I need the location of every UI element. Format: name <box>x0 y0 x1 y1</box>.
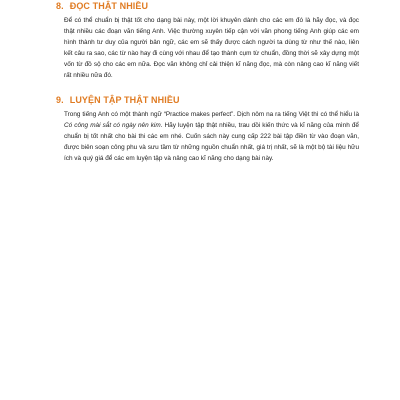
section-read-a-lot <box>56 1 359 81</box>
section-paragraph: Để có thể chuẩn bị thật tốt cho dạng bài này, một lời khuyên dành cho các em đó là hãy đọc, và đọc thật nhiều các đoạn văn tiếng Anh. Việc thường xuyên tiếp cận với văn phong tiếng Anh giúp các em hình thành tư duy của người bản ngữ, các em sẽ thấy được cách người ta dùng từ như thế nào, liên kết câu ra sao, các từ nào hay đi cùng với nhau để tạo thành cụm từ chuẩn, đồng thời sẽ xây dựng một vốn từ đồ sộ cho các em nữa. Đọc văn không chỉ cải thiện kĩ năng đọc, mà còn nâng cao kĩ năng viết rất nhiều nữa đó. <box>64 17 359 79</box>
section-number: 8. <box>56 1 64 11</box>
section-heading <box>56 1 359 12</box>
section-paragraph <box>64 110 359 165</box>
section-title: LUYỆN TẬP THẬT NHIỀU <box>69 95 180 105</box>
idiom-emphasis: Có công mài sắt có ngày nên kim <box>64 121 161 129</box>
paragraph-text: . Hãy luyện tập thật nhiều, trau dồi kiến thức và kĩ năng của mình để chuẩn bị tốt nhất cho bài thi các em nhé. Cuốn sách này cung cấp 222 bài tập điền từ vào đoạn văn, được biên soạn công phu và sưu tầm từ những nguồn chuẩn nhất, giá trị nhất, sẽ là một bộ tài liệu hữu ích và quý giá để các em luyện tập và nâng cao kĩ năng cho dạng bài này. <box>64 121 359 162</box>
section-heading <box>56 95 359 106</box>
paragraph-text: Trong tiếng Anh có một thành ngữ “Practice makes perfect”. Dịch nôm na ra tiếng Việt thì có thể hiểu là <box>64 111 359 118</box>
section-number: 9. <box>56 95 64 105</box>
section-title: ĐỌC THẬT NHIỀU <box>69 1 149 11</box>
section-practice-a-lot <box>56 95 359 165</box>
